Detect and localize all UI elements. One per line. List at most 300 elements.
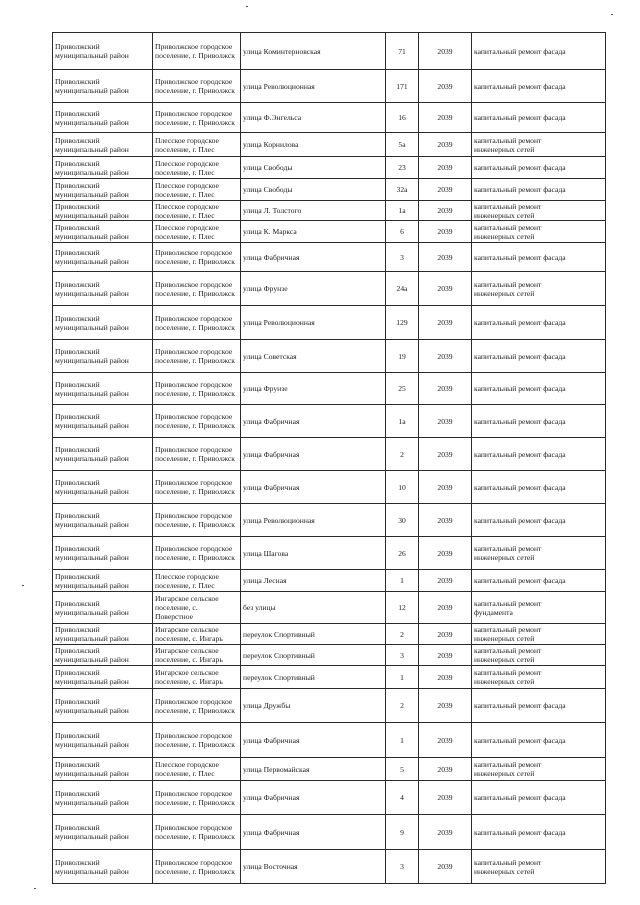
district-cell-line: муниципальный район (55, 520, 129, 529)
district-cell (53, 471, 153, 504)
settlement-cell-line: поселение, г. Плес (155, 189, 215, 199)
work-type-cell-line: капитальный ремонт фасада (474, 81, 566, 91)
street-cell: улица Фабричная (241, 815, 386, 850)
work-type-cell (472, 781, 606, 815)
table-row (53, 33, 606, 70)
district-cell-line: Приволжский (55, 571, 100, 581)
settlement-cell-line: поселение, г. Приволжск (155, 740, 235, 749)
district-cell-line: муниципальный район (55, 288, 129, 298)
settlement-cell (153, 438, 241, 471)
district-cell (53, 723, 153, 758)
house-number-cell: 12 (386, 592, 419, 624)
year-cell: 2039 (419, 723, 472, 758)
district-cell-line: Приволжский (55, 412, 100, 421)
district-cell-line: Приволжский (55, 625, 100, 634)
settlement-cell (153, 243, 241, 272)
district-cell (53, 243, 153, 272)
district-cell (53, 306, 153, 340)
settlement-cell-line: Поверстное (155, 612, 194, 621)
district-cell-line: Приволжский (55, 696, 100, 706)
work-type-cell-line: капитальный ремонт фасада (474, 318, 566, 327)
settlement-cell-line: Приволжское городское (155, 347, 233, 356)
work-type-cell (472, 758, 606, 781)
house-number-cell: 1 (386, 723, 419, 758)
year-cell: 2039 (419, 33, 472, 70)
year-cell: 2039 (419, 592, 472, 624)
work-type-cell (472, 70, 606, 103)
work-type-cell (472, 666, 606, 689)
district-cell-line: муниципальный район (55, 421, 129, 430)
year-cell: 2039 (419, 133, 472, 157)
district-cell (53, 537, 153, 570)
table-row (53, 405, 606, 438)
district-cell-line: Приволжский (55, 108, 100, 118)
work-type-cell (472, 689, 606, 723)
street-cell: улица К. Маркса (241, 221, 386, 243)
district-cell-line: Приволжский (55, 347, 100, 356)
work-type-cell-line: капитальный ремонт (474, 668, 542, 677)
settlement-cell (153, 33, 241, 70)
settlement-cell-line: Приволжское городское (155, 379, 233, 389)
settlement-cell-line: Приволжское городское (155, 108, 233, 118)
settlement-cell-line: поселение, г. Приволжск (155, 356, 235, 365)
year-cell: 2039 (419, 666, 472, 689)
work-type-cell (472, 243, 606, 272)
settlement-cell-line: поселение, г. Плес (155, 167, 215, 177)
work-type-cell-line: капитальный ремонт (474, 598, 542, 608)
district-cell-line: Приволжский (55, 668, 100, 677)
street-cell: улица Коминтерновская (241, 33, 386, 70)
scan-speck (34, 888, 36, 889)
year-cell: 2039 (419, 471, 472, 504)
settlement-cell (153, 570, 241, 592)
district-cell (53, 70, 153, 103)
year-cell: 2039 (419, 306, 472, 340)
work-type-cell-line: инженерных сетей (474, 231, 535, 241)
work-type-cell (472, 103, 606, 133)
district-cell-line: муниципальный район (55, 677, 129, 686)
district-cell-line: Приволжский (55, 222, 100, 232)
work-type-cell-line: капитальный ремонт фасада (474, 163, 566, 172)
scan-speck (246, 6, 248, 7)
work-type-cell-line: инженерных сетей (474, 144, 535, 154)
settlement-cell-line: Приволжское городское (155, 412, 233, 421)
settlement-cell-line: Приволжское городское (155, 857, 233, 867)
settlement-cell-line: поселение, г. Приволжск (155, 322, 235, 332)
settlement-cell (153, 815, 241, 850)
house-number-cell: 6 (386, 221, 419, 243)
district-cell (53, 592, 153, 624)
settlement-cell (153, 645, 241, 666)
table-row (53, 781, 606, 815)
district-cell-line: муниципальный район (55, 832, 129, 841)
settlement-cell (153, 850, 241, 884)
year-cell: 2039 (419, 438, 472, 471)
settlement-cell (153, 689, 241, 723)
work-type-cell (472, 570, 606, 592)
house-number-cell: 71 (386, 33, 419, 70)
district-cell (53, 33, 153, 70)
district-cell (53, 157, 153, 179)
house-number-cell: 32а (386, 179, 419, 201)
settlement-cell-line: Ингарское сельское (155, 668, 219, 677)
year-cell: 2039 (419, 850, 472, 884)
settlement-cell-line: поселение, г. Приволжск (155, 454, 235, 463)
table-row (53, 438, 606, 471)
district-cell-line: Приволжский (55, 42, 100, 51)
district-cell-line: муниципальный район (55, 356, 129, 365)
street-cell: улица Шагова (241, 537, 386, 570)
work-type-cell-line: капитальный ремонт (474, 646, 542, 655)
work-type-cell-line: капитальный ремонт фасада (474, 46, 566, 56)
street-cell: улица Фабричная (241, 723, 386, 758)
district-cell-line: муниципальный район (55, 117, 129, 127)
settlement-cell-line: Плесское городское (155, 135, 219, 145)
house-number-cell: 1а (386, 201, 419, 221)
work-type-cell (472, 504, 606, 537)
table-row (53, 666, 606, 689)
year-cell: 2039 (419, 103, 472, 133)
year-cell: 2039 (419, 221, 472, 243)
house-number-cell: 24а (386, 272, 419, 306)
settlement-cell-line: Приволжское городское (155, 445, 233, 454)
district-cell-line: муниципальный район (55, 705, 129, 715)
settlement-cell-line: поселение, г. Приволжск (155, 520, 235, 529)
settlement-cell-line: Приволжское городское (155, 731, 233, 740)
house-number-cell: 10 (386, 471, 419, 504)
settlement-cell-line: Приволжское городское (155, 42, 233, 51)
settlement-cell-line: поселение, г. Плес (155, 231, 215, 241)
year-cell: 2039 (419, 201, 472, 221)
work-type-cell-line: инженерных сетей (474, 769, 535, 778)
district-cell (53, 570, 153, 592)
house-number-cell: 2 (386, 624, 419, 645)
street-cell: переулок Спортивный (241, 666, 386, 689)
street-cell: улица Фабричная (241, 405, 386, 438)
district-cell-line: муниципальный район (55, 454, 129, 463)
district-cell-line: муниципальный район (55, 51, 129, 60)
district-cell-line: Приволжский (55, 135, 100, 145)
work-type-cell-line: капитальный ремонт (474, 135, 542, 145)
district-cell-line: Приволжский (55, 731, 100, 740)
house-number-cell: 25 (386, 373, 419, 405)
street-cell: улица Революционная (241, 306, 386, 340)
street-cell: улица Восточная (241, 850, 386, 884)
settlement-cell (153, 179, 241, 201)
house-number-cell: 9 (386, 815, 419, 850)
settlement-cell-line: Ингарское сельское (155, 594, 219, 603)
district-cell-line: Приволжский (55, 313, 100, 323)
street-cell: улица Свободы (241, 179, 386, 201)
table-row (53, 850, 606, 884)
street-cell: улица Фабричная (241, 471, 386, 504)
house-number-cell: 2 (386, 438, 419, 471)
settlement-cell-line: Приволжское городское (155, 823, 233, 832)
street-cell: улица Лесная (241, 570, 386, 592)
work-type-cell (472, 306, 606, 340)
settlement-cell-line: поселение, г. Приволжск (155, 797, 235, 807)
work-type-cell (472, 272, 606, 306)
district-cell-line: муниципальный район (55, 740, 129, 749)
district-cell-line: Приволжский (55, 279, 100, 289)
work-type-cell-line: капитальный ремонт фасада (474, 827, 566, 837)
settlement-cell (153, 103, 241, 133)
table-row (53, 133, 606, 157)
work-type-cell (472, 33, 606, 70)
street-cell: улица Фабричная (241, 438, 386, 471)
house-number-cell: 16 (386, 103, 419, 133)
district-cell-line: Приволжский (55, 646, 100, 655)
year-cell: 2039 (419, 405, 472, 438)
work-type-cell (472, 438, 606, 471)
work-type-cell (472, 850, 606, 884)
district-cell (53, 850, 153, 884)
work-type-cell-line: инженерных сетей (474, 210, 535, 220)
district-cell-line: Приволжский (55, 857, 100, 867)
settlement-cell-line: Приволжское городское (155, 788, 233, 798)
settlement-cell (153, 201, 241, 221)
settlement-cell-line: Плесское городское (155, 222, 219, 232)
street-cell: улица Фрунзе (241, 373, 386, 405)
district-cell-line: Приволжский (55, 511, 100, 520)
district-cell (53, 133, 153, 157)
housing-repair-table (52, 32, 606, 884)
district-cell-line: Приволжский (55, 158, 100, 168)
settlement-cell-line: Приволжское городское (155, 77, 233, 86)
house-number-cell: 4 (386, 781, 419, 815)
year-cell: 2039 (419, 758, 472, 781)
settlement-cell-line: Приволжское городское (155, 279, 233, 289)
district-cell (53, 504, 153, 537)
work-type-cell-line: капитальный ремонт фасада (474, 701, 566, 710)
house-number-cell: 1а (386, 405, 419, 438)
settlement-cell (153, 133, 241, 157)
street-cell: улица Первомайская (241, 758, 386, 781)
district-cell (53, 405, 153, 438)
year-cell: 2039 (419, 645, 472, 666)
district-cell-line: муниципальный район (55, 144, 129, 154)
work-type-cell-line: капитальный ремонт (474, 857, 542, 867)
district-cell (53, 689, 153, 723)
settlement-cell-line: Плесское городское (155, 158, 219, 168)
work-type-cell-line: инженерных сетей (474, 288, 535, 298)
district-cell-line: муниципальный район (55, 487, 129, 496)
district-cell-line: Приволжский (55, 445, 100, 454)
settlement-cell-line: поселение, г. Плес (155, 210, 215, 220)
work-type-cell-line: капитальный ремонт (474, 544, 542, 553)
district-cell-line: Приволжский (55, 544, 100, 553)
settlement-cell-line: Приволжское городское (155, 696, 233, 706)
district-cell-line: муниципальный район (55, 769, 129, 778)
work-type-cell (472, 157, 606, 179)
settlement-cell (153, 306, 241, 340)
work-type-cell (472, 624, 606, 645)
settlement-cell-line: поселение, г. Приволжск (155, 866, 235, 876)
district-cell (53, 272, 153, 306)
district-cell-line: муниципальный район (55, 231, 129, 241)
settlement-cell-line: поселение, г. Приволжск (155, 288, 235, 298)
district-cell-line: Приволжский (55, 760, 100, 769)
district-cell-line: Приволжский (55, 201, 100, 211)
district-cell-line: Приволжский (55, 598, 100, 608)
work-type-cell (472, 723, 606, 758)
table-row (53, 201, 606, 221)
district-cell (53, 666, 153, 689)
street-cell: переулок Спортивный (241, 645, 386, 666)
settlement-cell (153, 781, 241, 815)
work-type-cell-line: капитальный ремонт (474, 760, 542, 769)
settlement-cell-line: Плесское городское (155, 760, 219, 769)
table-row (53, 272, 606, 306)
table-row (53, 815, 606, 850)
district-cell-line: Приволжский (55, 823, 100, 832)
district-cell-line: Приволжский (55, 478, 100, 487)
table-row (53, 689, 606, 723)
house-number-cell: 19 (386, 340, 419, 373)
street-cell: улица Свободы (241, 157, 386, 179)
settlement-cell-line: поселение, г. Приволжск (155, 553, 235, 562)
table-row (53, 179, 606, 201)
settlement-cell (153, 70, 241, 103)
settlement-cell (153, 666, 241, 689)
district-cell (53, 221, 153, 243)
settlement-cell-line: поселение, г. Приволжск (155, 117, 235, 127)
district-cell-line: муниципальный район (55, 553, 129, 562)
year-cell: 2039 (419, 157, 472, 179)
district-cell-line: Приволжский (55, 77, 100, 86)
table-row (53, 504, 606, 537)
house-number-cell: 30 (386, 504, 419, 537)
house-number-cell: 1 (386, 666, 419, 689)
year-cell: 2039 (419, 815, 472, 850)
street-cell: улица Ф.Энгельса (241, 103, 386, 133)
year-cell: 2039 (419, 373, 472, 405)
settlement-cell (153, 723, 241, 758)
year-cell: 2039 (419, 689, 472, 723)
work-type-cell (472, 645, 606, 666)
work-type-cell-line: инженерных сетей (474, 866, 535, 876)
street-cell: переулок Спортивный (241, 624, 386, 645)
settlement-cell-line: Приволжское городское (155, 313, 233, 323)
house-number-cell: 3 (386, 850, 419, 884)
street-cell: улица Фрунзе (241, 272, 386, 306)
work-type-cell-line: капитальный ремонт фасада (474, 351, 566, 361)
district-cell (53, 103, 153, 133)
work-type-cell-line: капитальный ремонт (474, 625, 542, 634)
district-cell (53, 624, 153, 645)
house-number-cell: 5а (386, 133, 419, 157)
settlement-cell (153, 592, 241, 624)
work-type-cell-line: капитальный ремонт фасада (474, 515, 566, 525)
year-cell: 2039 (419, 179, 472, 201)
work-type-cell-line: капитальный ремонт фасада (474, 185, 566, 194)
table-row (53, 537, 606, 570)
work-type-cell-line: инженерных сетей (474, 655, 535, 664)
work-type-cell (472, 179, 606, 201)
settlement-cell (153, 504, 241, 537)
settlement-cell (153, 340, 241, 373)
settlement-cell-line: поселение, г. Плес (155, 769, 215, 778)
district-cell-line: муниципальный район (55, 322, 129, 332)
work-type-cell-line: капитальный ремонт (474, 279, 542, 289)
year-cell: 2039 (419, 781, 472, 815)
settlement-cell-line: Ингарское сельское (155, 625, 219, 634)
settlement-cell-line: Ингарское сельское (155, 646, 219, 655)
district-cell-line: муниципальный район (55, 607, 129, 617)
house-number-cell: 171 (386, 70, 419, 103)
house-number-cell: 23 (386, 157, 419, 179)
year-cell: 2039 (419, 272, 472, 306)
work-type-cell-line: капитальный ремонт фасада (474, 793, 566, 802)
settlement-cell-line: Плесское городское (155, 201, 219, 211)
table-body (53, 33, 606, 884)
table-row (53, 758, 606, 781)
work-type-cell (472, 340, 606, 373)
settlement-cell-line: Приволжское городское (155, 248, 233, 257)
work-type-cell-line: капитальный ремонт (474, 222, 542, 232)
year-cell: 2039 (419, 504, 472, 537)
settlement-cell (153, 537, 241, 570)
work-type-cell (472, 537, 606, 570)
work-type-cell (472, 815, 606, 850)
house-number-cell: 26 (386, 537, 419, 570)
street-cell: улица Революционная (241, 504, 386, 537)
work-type-cell (472, 405, 606, 438)
work-type-cell-line: инженерных сетей (474, 553, 535, 562)
table-row (53, 570, 606, 592)
work-type-cell-line: капитальный ремонт фасада (474, 449, 566, 459)
district-cell-line: муниципальный район (55, 210, 129, 220)
year-cell: 2039 (419, 243, 472, 272)
table-row (53, 306, 606, 340)
work-type-cell-line: капитальный ремонт фасада (474, 576, 566, 585)
work-type-cell (472, 201, 606, 221)
work-type-cell-line: капитальный ремонт фасада (474, 252, 566, 262)
district-cell (53, 438, 153, 471)
settlement-cell-line: поселение, с. Ингарь (155, 655, 223, 664)
settlement-cell-line: поселение, г. Приволжск (155, 421, 235, 430)
settlement-cell-line: поселение, г. Приволжск (155, 705, 235, 715)
year-cell: 2039 (419, 70, 472, 103)
settlement-cell (153, 624, 241, 645)
work-type-cell (472, 133, 606, 157)
table-row (53, 723, 606, 758)
settlement-cell (153, 405, 241, 438)
street-cell: улица Л. Толстого (241, 201, 386, 221)
work-type-cell (472, 373, 606, 405)
settlement-cell-line: поселение, с. Ингарь (155, 634, 223, 643)
district-cell-line: Приволжский (55, 248, 100, 257)
table-row (53, 103, 606, 133)
street-cell: улица Революционная (241, 70, 386, 103)
work-type-cell-line: капитальный ремонт фасада (474, 482, 566, 492)
house-number-cell: 2 (386, 689, 419, 723)
house-number-cell: 5 (386, 758, 419, 781)
year-cell: 2039 (419, 624, 472, 645)
district-cell-line: муниципальный район (55, 655, 129, 664)
work-type-cell-line: инженерных сетей (474, 677, 535, 686)
street-cell: улица Фабричная (241, 243, 386, 272)
work-type-cell-line: капитальный ремонт фасада (474, 416, 566, 426)
table-row (53, 70, 606, 103)
settlement-cell-line: поселение, г. Приволжск (155, 832, 235, 841)
table-row (53, 645, 606, 666)
scan-speck (611, 14, 613, 15)
table-row (53, 624, 606, 645)
district-cell (53, 179, 153, 201)
settlement-cell-line: Плесское городское (155, 180, 219, 190)
district-cell-line: муниципальный район (55, 797, 129, 807)
